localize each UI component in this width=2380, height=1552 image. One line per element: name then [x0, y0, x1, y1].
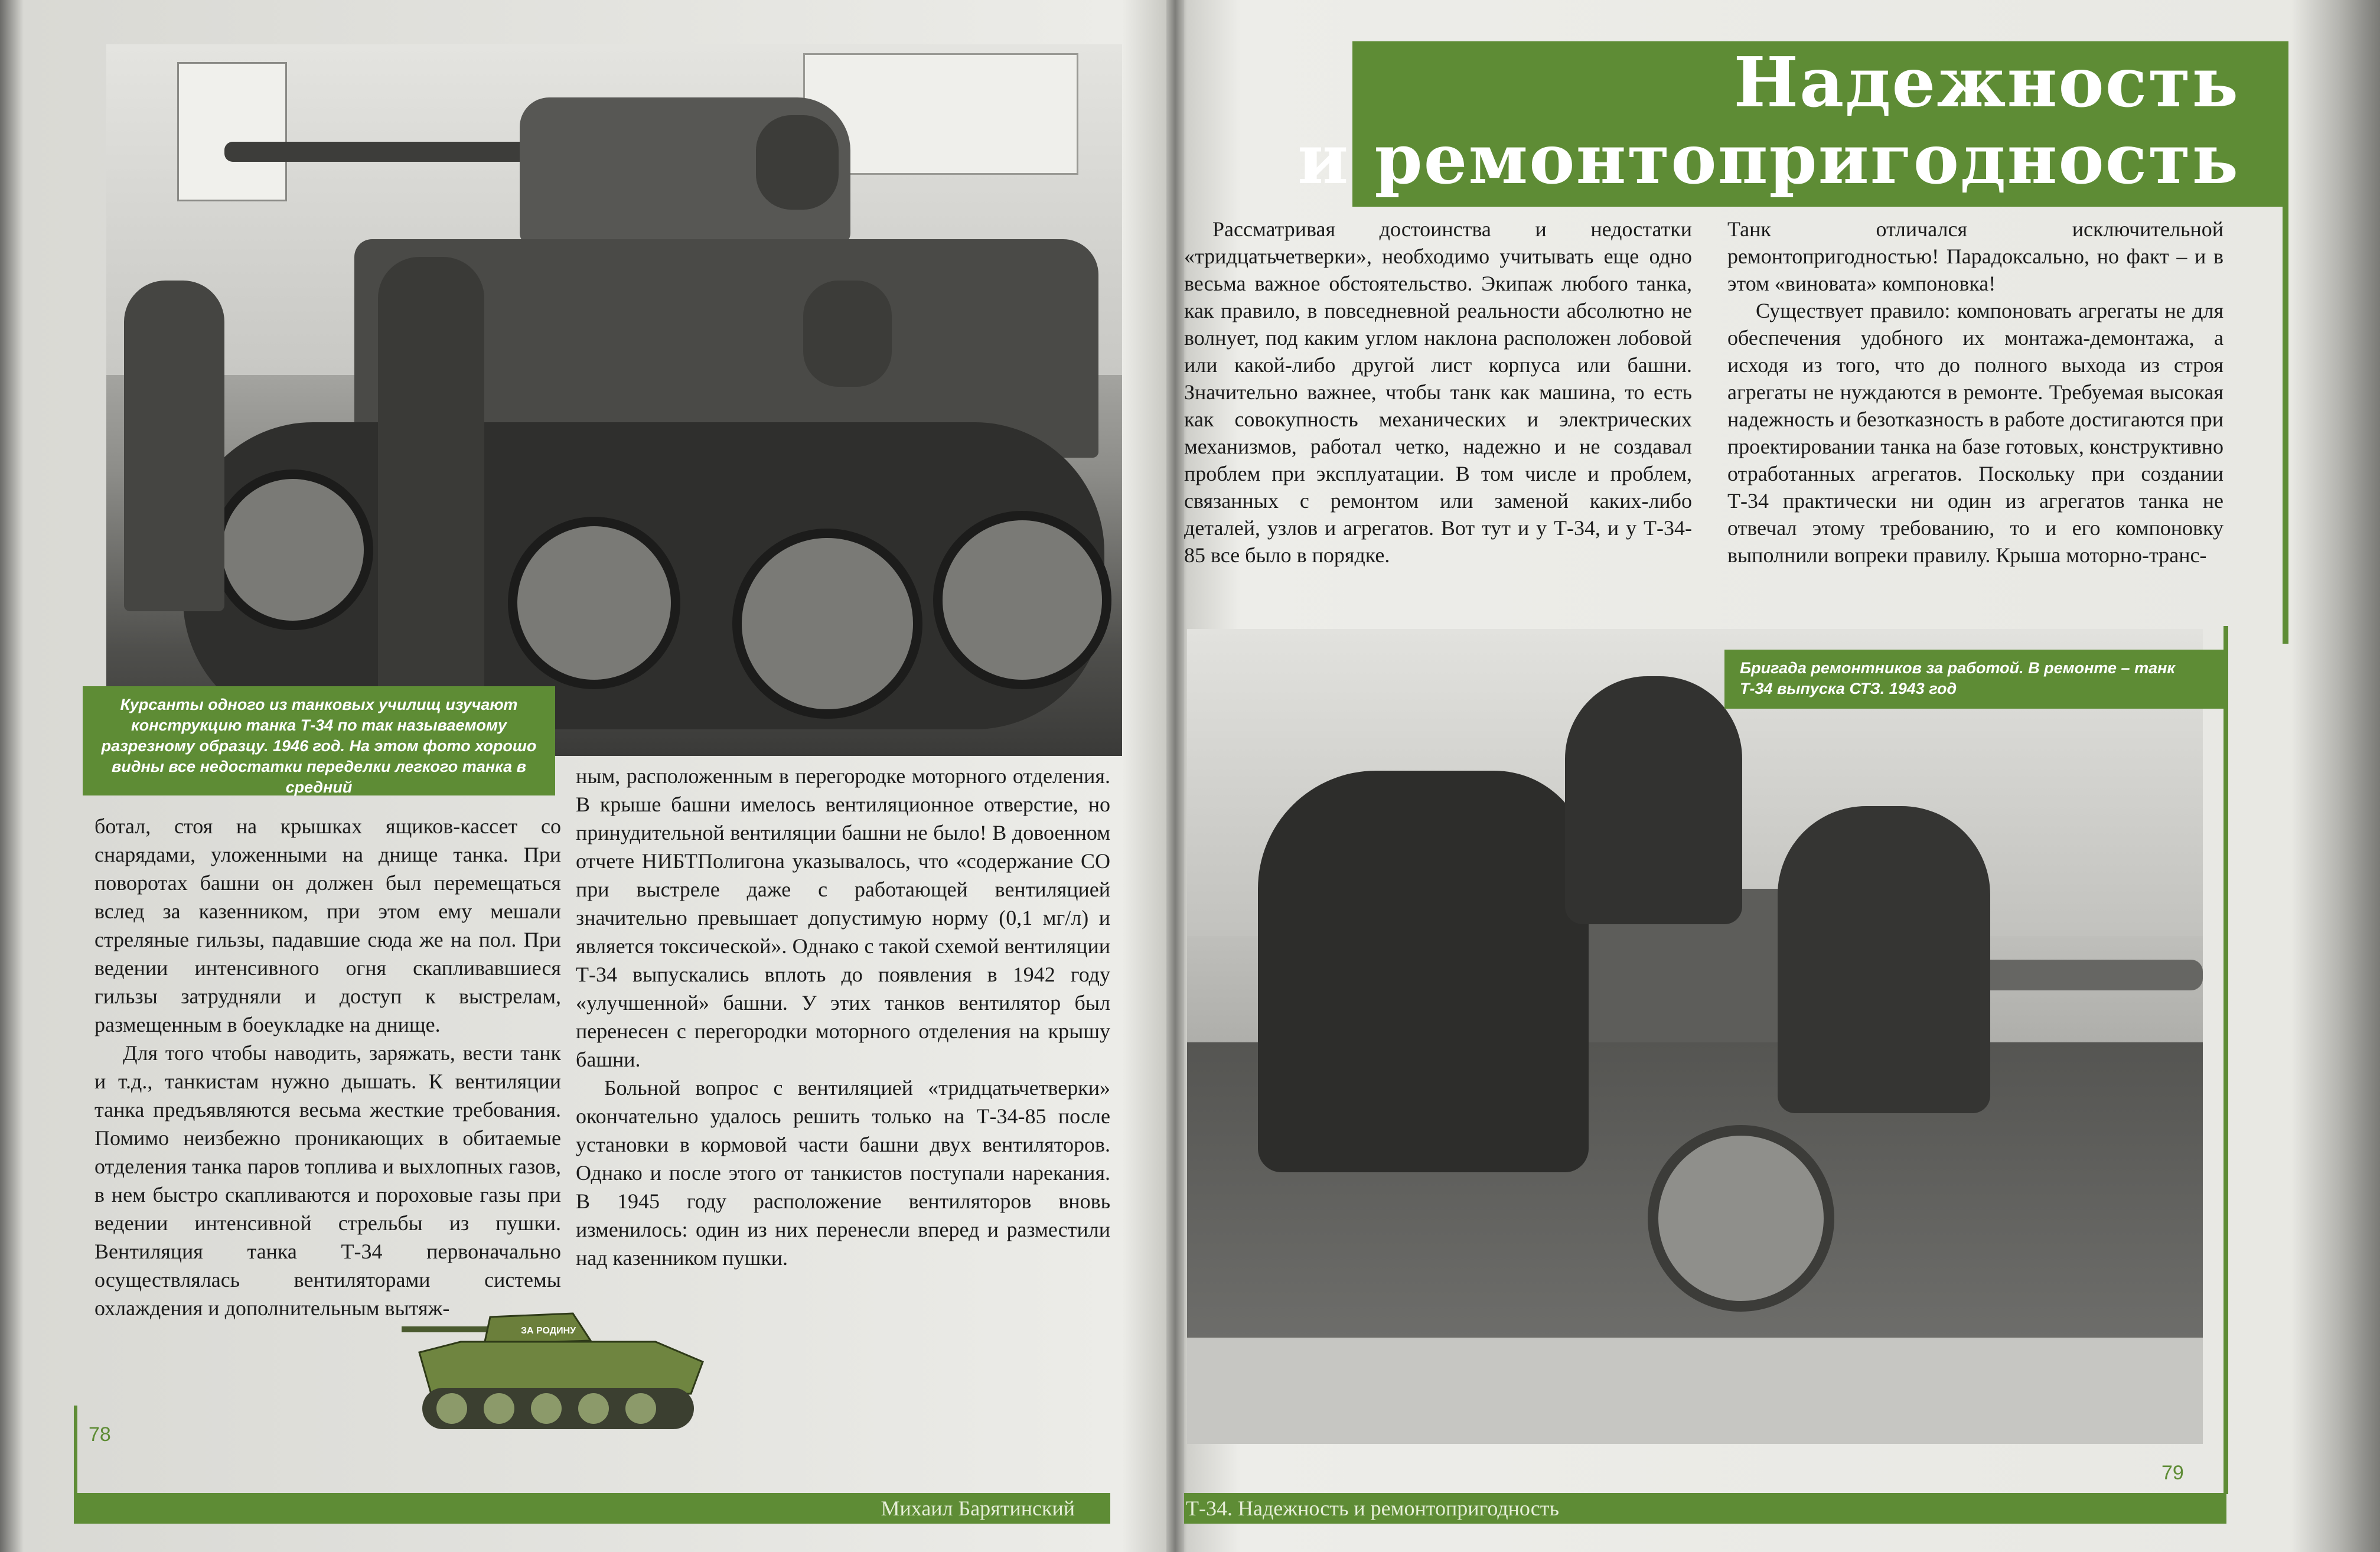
wheel — [625, 1393, 656, 1424]
paragraph: Для того чтобы наводить, заряжать, вести танк и т.д., танкистам нужно дышать. К вентиляции танка предъявляются весьма жесткие требования. Помимо неизбежно проникающих в обитаемые отделения танка паров топлива и выхлопных газов, в нем быстро скапливаются и пороховые газы при ведении интенсивной стрельбы из пушки. Вентиляция танка Т-34 первоначально осуществлялась вентиляторами системы охлаждения и дополнительным вытяж- — [94, 1041, 561, 1320]
paragraph: ботал, стоя на крышках ящиков-кассет со снарядами, уложенными на днище танка. При поворотах башни он должен был перемещаться вслед за казенником, при этом ему мешали стреляные гильзы, падавшие сюда же на пол. При ведении интенсивного огня скапливавшиеся гильзы затрудняли и доступ к выстрелам, размещенным в боеукладке на днище. — [94, 814, 561, 1036]
hull-deck — [1187, 1338, 2203, 1444]
mechanic-figure — [1565, 676, 1742, 924]
paragraph: ным, расположенным в перегородке моторного отделения. В крыше башни имелось вентиляционное отверстие, но принудительной вентиляции башни не было! В довоенном отчете НИБТПолигона указывалось, что «содержание СО при выстреле даже с работающей вентиляцией значительно превышает допустимую норму (0,1 мг/л) и является токсической». Однако с такой схемой вентиляции Т-34 выпускались вплоть до появления в 1942 году «улучшенной» башни. У этих танков вентилятор был перенесен с перегородки моторного отделения на крышу башни. — [576, 764, 1110, 1071]
chapter-title-band — [1297, 41, 2286, 207]
right-photo-caption: Бригада ремонтников за работой. В ремонте – танк Т-34 выпуска СТЗ. 1943 год — [1724, 650, 2226, 709]
wheel — [436, 1393, 467, 1424]
t34-tank-illustration — [396, 1305, 715, 1441]
chapter-title-line-1: Надежность — [1733, 43, 2239, 123]
repair-crew-photo — [1187, 629, 2203, 1444]
paragraph: Существует правило: компоновать агрегаты не для обеспечения удобного их монтажа-демонтажа, а исходя из того, что до полного выхода из строя агрегаты не нуждаются в ремонте. Требуемая высокая надежность и безотказность в работе достигаются при проектировании танка на базе готовых, конструктивно отработанных агрегатов. Поскольку при создании Т-34 практически ни один из агрегатов танка не отвечал этому требованию, то и его компоновку выполнили вопреки правилу. Крыша моторно-транс- — [1727, 299, 2223, 567]
right-text-column-2 — [1727, 216, 2223, 569]
left-photo-caption: Курсанты одного из танковых училищ изучают конструкцию танка Т-34 по так называемому разрезному образцу. 1946 год. На этом фото хорошо видны все недостатки переделки легкого танка в средний — [83, 686, 555, 795]
page-number-left: 78 — [89, 1423, 111, 1446]
paragraph: Танк отличался исключительной ремонтопригодностью! Парадоксально, но факт – и в этом «виновата» компоновка! — [1727, 217, 2223, 295]
left-text-column-2 — [576, 762, 1110, 1272]
mechanic-figure — [1258, 771, 1589, 1172]
tank-hull-illustration — [419, 1342, 703, 1394]
wheel — [484, 1393, 514, 1424]
footer-chapter: Т-34. Надежность и ремонтопригодность — [1186, 1496, 1559, 1520]
paragraph: Рассматривая достоинства и недостатки «тридцатьчетверки», необходимо учитывать еще одно весьма важное обстоятельство. Экипаж любого танка, как правило, в повседневной реальности абсолютно не волнует, под каким углом наклона расположен лобовой или какой-либо другой лист корпуса или башни. Значительно важнее, чтобы танк как машина, то есть как совокупность механических и электрических механизмов, работал четко, надежно и не создавал проблем при эксплуатации. В том числе и проблем, связанных с ремонтом или заменой каких-либо деталей, узлов и агрегатов. Вот тут и у Т-34, и у Т-34-85 все было в порядке. — [1184, 217, 1692, 567]
left-text-column-1 — [94, 812, 561, 1322]
right-text-column-1 — [1184, 216, 1692, 569]
road-wheel — [732, 529, 922, 719]
road-wheel — [933, 511, 1111, 689]
wheel — [578, 1393, 609, 1424]
right-frame-line-bottom — [2223, 626, 2228, 1494]
cadet-figure — [124, 281, 224, 611]
page-number-right: 79 — [2161, 1462, 2184, 1484]
paragraph: Больной вопрос с вентиляцией «тридцатьчетверки» окончательно удалось решить только на Т-34-85 после установки в кормовой части башни двух вентиляторов. Однако и после этого от танкистов поступали нарекания. В 1945 году расположение вентиляторов вновь изменилось: один из них перенесли вперед и разместили над казенником пушки. — [576, 1076, 1110, 1270]
footer-author: Михаил Барятинский — [881, 1496, 1075, 1520]
mechanic-figure — [1778, 806, 1990, 1113]
tank-marking: ЗА РОДИНУ — [521, 1326, 576, 1336]
cutaway-tank-photo — [106, 44, 1122, 756]
chapter-title-line-2: и ремонтопригодность — [1297, 119, 2239, 200]
road-wheel — [508, 517, 680, 689]
wheel — [531, 1393, 562, 1424]
road-wheel — [213, 469, 373, 630]
cadet-figure — [756, 115, 839, 210]
right-footer-band — [1175, 1493, 2226, 1524]
right-frame-line-top — [2283, 41, 2288, 644]
gutter-shadow — [1166, 0, 1184, 1552]
left-footer-band — [74, 1493, 1110, 1524]
officer-figure — [378, 257, 484, 706]
engine-flywheel — [1648, 1125, 1834, 1312]
wall-chart — [177, 62, 287, 201]
left-frame-line — [74, 1406, 77, 1494]
cadet-figure — [803, 281, 892, 387]
